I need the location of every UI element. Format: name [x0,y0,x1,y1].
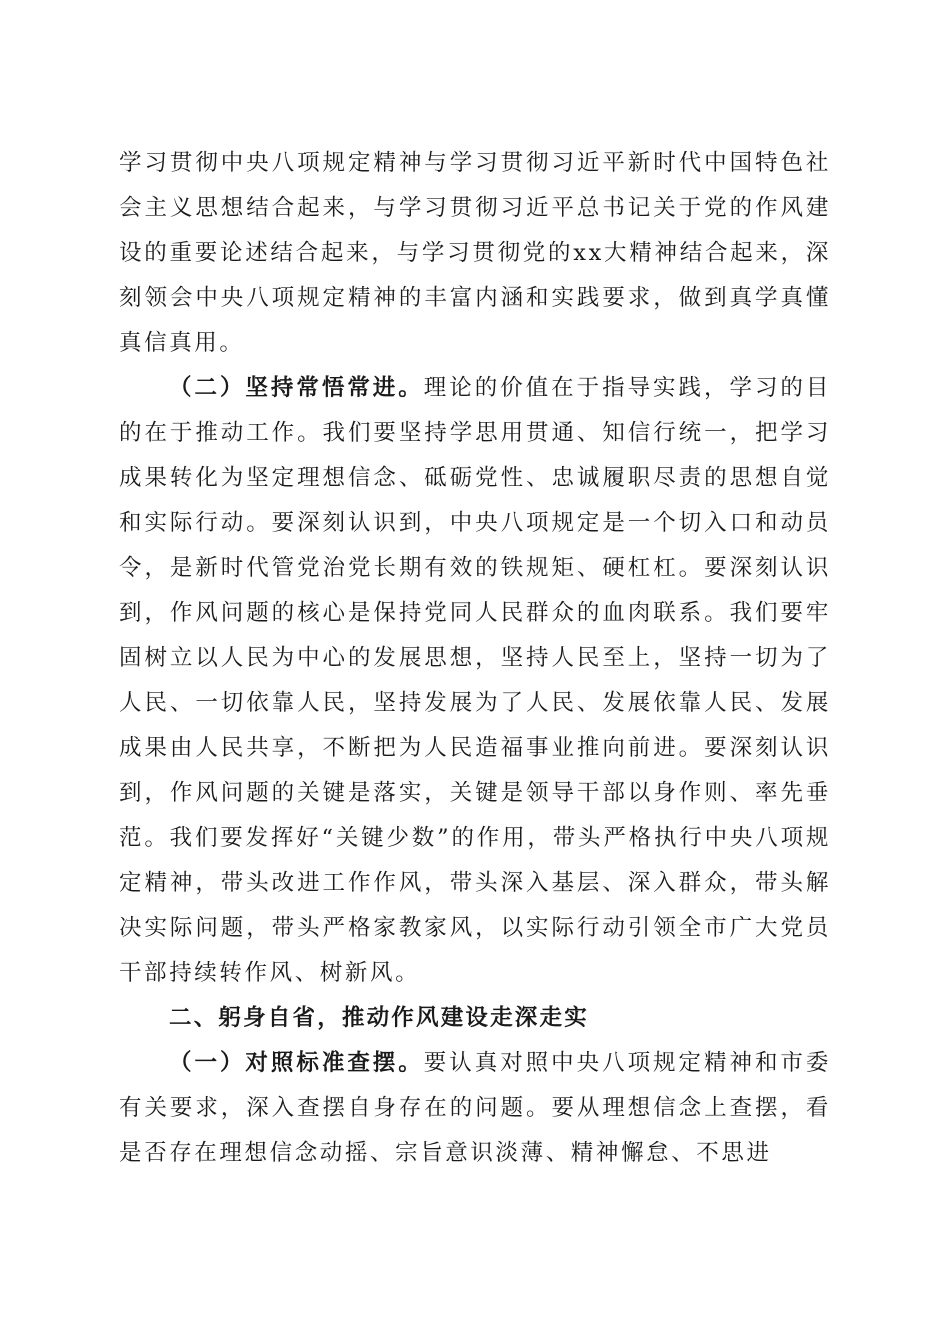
paragraph-2-lead: （二）坚持常悟常进。 [169,375,424,401]
paragraph-3-text: 要认真对照中央八项规定精神和市委有关要求，深入查摆自身存在的问题。要从理想信念上查摆，看是否存在理想信念动摇、宗旨意识淡薄、精神懈怠、不思进 [119,1050,831,1166]
paragraph-2-text: 理论的价值在于指导实践，学习的目的在于推动工作。我们要坚持学思用贯通、知信行统一，把学习成果转化为坚定理想信念、砥砺党性、忠诚履职尽责的思想自觉和实际行动。要深刻认识到，中央八项规定是一个切入口和动员令，是新时代管党治党长期有效的铁规矩、硬杠杠。要深刻认识到，作风问题的核心是保持党同人民群众的血肉联系。我们要牢固树立以人民为中心的发展思想，坚持人民至上，坚持一切为了人民、一切依靠人民，坚持发展为了人民、发展依靠人民、发展成果由人民共享，不断把为人民造福事业推向前进。要深刻认识到，作风问题的关键是落实，关键是领导干部以身作则、率先垂范。我们要发挥好“关键少数”的作用，带头严格执行中央八项规定精神，带头改进工作作风，带头深入基层、深入群众，带头解决实际问题，带头严格家教家风，以实际行动引领全市广大党员干部持续转作风、树新风。 [119,375,831,986]
document-body [119,141,831,1176]
body-paragraph-3 [119,1041,831,1176]
section-heading: 二、躬身自省，推动作风建设走深走实 [169,1005,589,1031]
body-paragraph-2 [119,366,831,996]
body-paragraph-1 [119,141,831,366]
paragraph-3-lead: （一）对照标准查摆。 [169,1050,424,1076]
paragraph-1-text: 学习贯彻中央八项规定精神与学习贯彻习近平新时代中国特色社会主义思想结合起来，与学习贯彻习近平总书记关于党的作风建设的重要论述结合起来，与学习贯彻党的xx大精神结合起来，深刻领会中央八项规定精神的丰富内涵和实践要求，做到真学真懂真信真用。 [119,150,831,356]
